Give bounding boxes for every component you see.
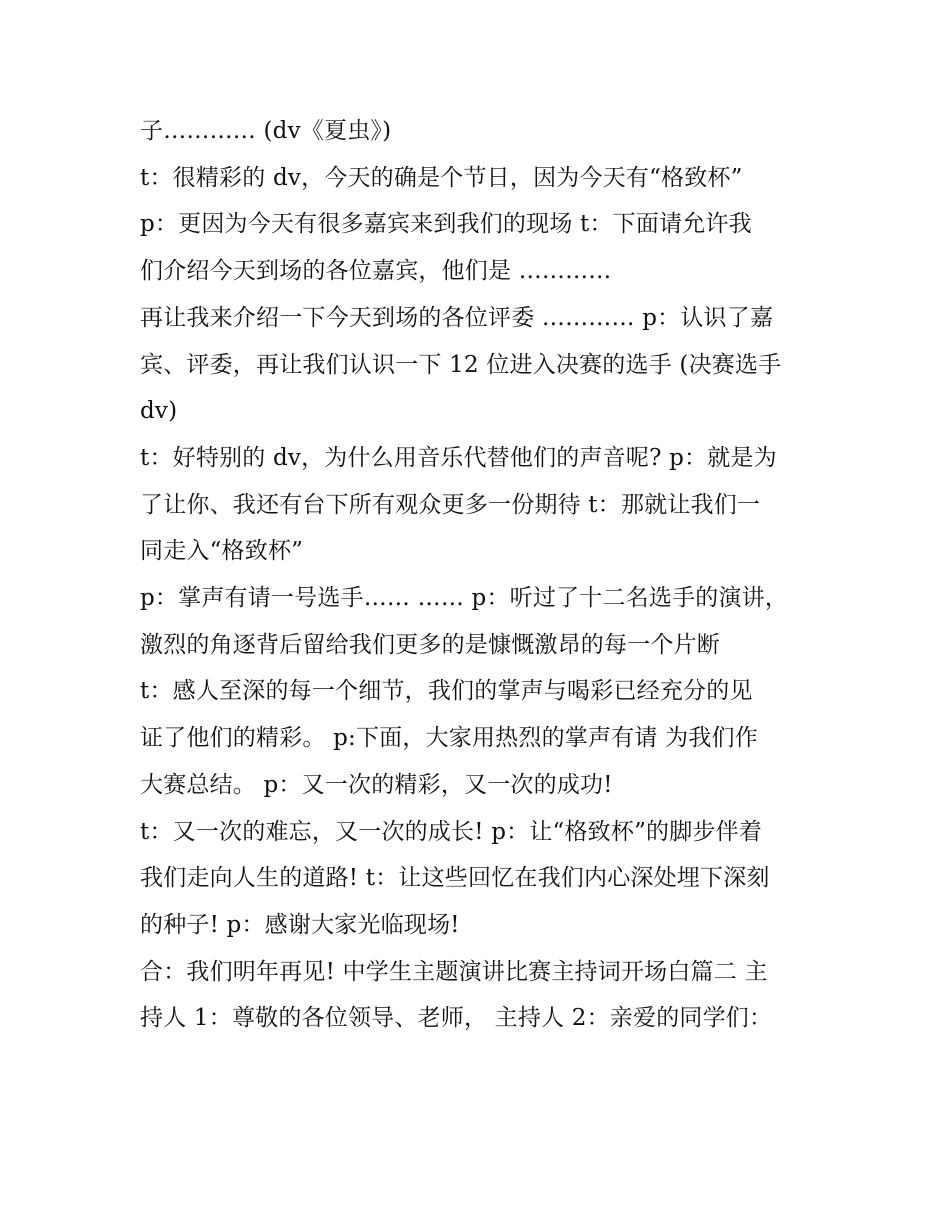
text-line: 证了他们的精彩。 p:下面，大家用热烈的掌声有请 为我们作 [140, 725, 758, 752]
text-line: 合：我们明年再见! 中学生主题演讲比赛主持词开场白篇二 主 [140, 958, 768, 985]
paragraph-4 [140, 295, 812, 435]
text-line: 的种子! p：感谢大家光临现场! [140, 911, 460, 938]
paragraph-7 [140, 668, 812, 808]
paragraph-3 [140, 201, 812, 294]
text-line: 激烈的角逐背后留给我们更多的是慷慨激昂的每一个片断 [140, 631, 720, 658]
text-line: 们介绍今天到场的各位嘉宾，他们是 ………… [140, 258, 612, 285]
text-line: 子………… (dv《夏虫》) [140, 118, 392, 144]
text-line: t：又一次的难忘，又一次的成长! p：让“格致杯”的脚步伴着 [140, 818, 763, 845]
paragraph-2 [140, 155, 812, 202]
paragraph-8 [140, 809, 812, 949]
text-line: dv) [140, 398, 178, 425]
text-line: t：感人至深的每一个细节，我们的掌声与喝彩已经充分的见 [140, 678, 753, 705]
paragraph-5 [140, 435, 812, 575]
text-line: 大赛总结。 p：又一次的精彩，又一次的成功! [140, 771, 613, 798]
text-line: p：更因为今天有很多嘉宾来到我们的现场 t：下面请允许我 [140, 211, 752, 238]
text-line: t：好特别的 dv，为什么用音乐代替他们的声音呢? p：就是为 [140, 444, 777, 471]
text-line: 了让你、我还有台下所有观众更多一份期待 t：那就让我们一 [140, 491, 761, 518]
text-line: t：很精彩的 dv，今天的确是个节日，因为今天有“格致杯” [140, 164, 743, 191]
text-line: p：掌声有请一号选手…… …… p：听过了十二名选手的演讲， [140, 585, 789, 612]
text-line: 同走入“格致杯” [140, 538, 304, 565]
text-line: 我们走向人生的道路! t：让这些回忆在我们内心深处埋下深刻 [140, 865, 770, 892]
text-line: 宾、评委，再让我们认识一下 12 位进入决赛的选手 (决赛选手 [140, 351, 782, 378]
paragraph-9 [140, 949, 812, 1042]
paragraph-1 [140, 108, 812, 155]
text-line: 持人 1：尊敬的各位领导、老师， 主持人 2：亲爱的同学们： [140, 1005, 773, 1032]
document-page [140, 108, 812, 1042]
text-line: 再让我来介绍一下今天到场的各位评委 ………… p：认识了嘉 [140, 304, 774, 331]
paragraph-6 [140, 575, 812, 668]
